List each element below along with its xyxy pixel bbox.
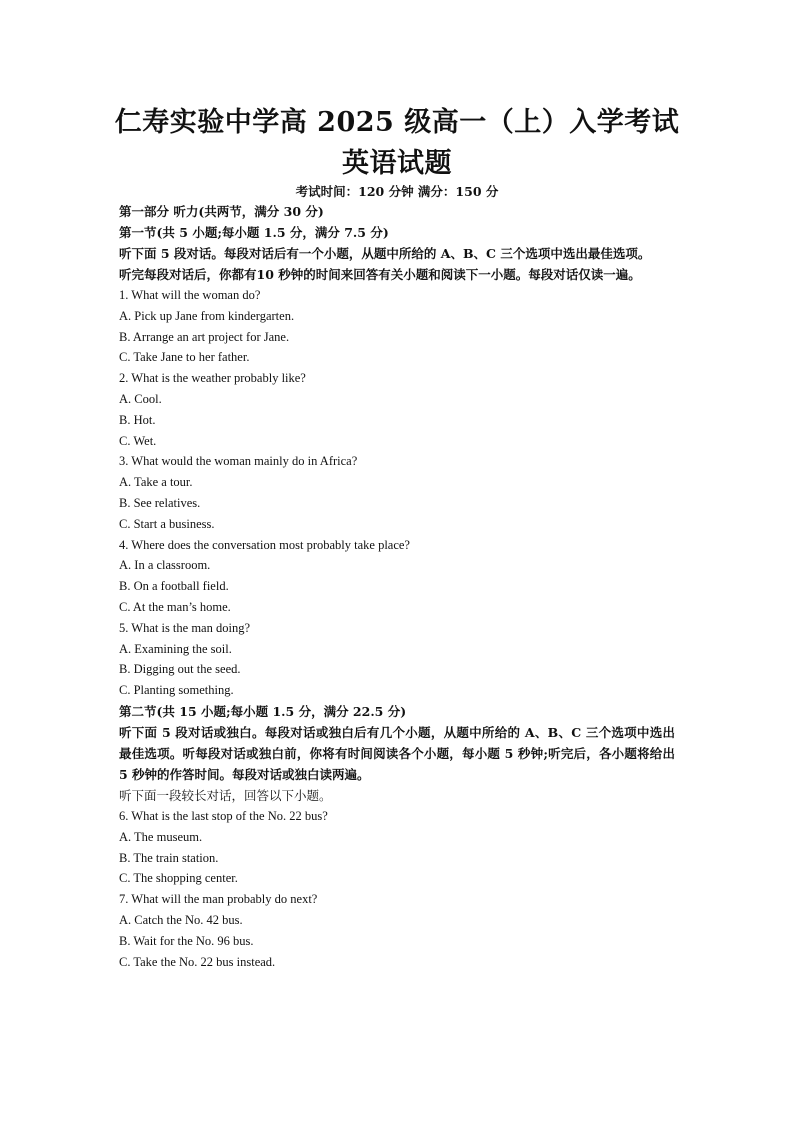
question-option: A. Catch the No. 42 bus. bbox=[119, 912, 243, 927]
question-option: C. At the man’s home. bbox=[119, 599, 231, 614]
question-stem: 3. What would the woman mainly do in Africa? bbox=[119, 454, 358, 469]
exam-time-and-score: 考试时间：120 分钟 满分：150 分 bbox=[295, 184, 499, 199]
question-option: C. Take the No. 22 bus instead. bbox=[119, 954, 276, 969]
question-stem: 4. Where does the conversation most probably take place? bbox=[119, 537, 410, 552]
question-option: A. Pick up Jane from kindergarten. bbox=[119, 308, 295, 323]
question-option: C. Start a business. bbox=[119, 516, 215, 531]
exam-subject-title: 英语试题 bbox=[342, 148, 452, 179]
question-option: C. Planting something. bbox=[119, 683, 234, 698]
question-option: A. The museum. bbox=[119, 829, 203, 844]
question-option: A. Take a tour. bbox=[119, 475, 193, 490]
question-option: C. Take Jane to her father. bbox=[119, 350, 250, 365]
question-stem: 6. What is the last stop of the No. 22 bus? bbox=[119, 808, 328, 823]
exam-content bbox=[119, 201, 679, 972]
question-option: B. Arrange an art project for Jane. bbox=[119, 329, 290, 344]
part1-heading: 第一部分 听力(共两节，满分 30 分) bbox=[119, 204, 324, 219]
question-option: B. The train station. bbox=[119, 850, 219, 865]
question-option: A. In a classroom. bbox=[119, 558, 211, 573]
question-option: B. See relatives. bbox=[119, 495, 201, 510]
section2-note: 听下面一段较长对话，回答以下小题。 bbox=[119, 787, 332, 803]
section2-heading: 第二节(共 15 小题;每小题 1.5 分，满分 22.5 分) bbox=[119, 703, 407, 719]
question-option: B. On a football field. bbox=[119, 579, 229, 594]
question-stem: 2. What is the weather probably like? bbox=[119, 371, 306, 386]
question-option: B. Digging out the seed. bbox=[119, 662, 241, 677]
question-option: A. Cool. bbox=[119, 391, 162, 406]
section1-heading: 第一节(共 5 小题;每小题 1.5 分，满分 7.5 分) bbox=[119, 225, 389, 240]
section1-instructions: 听下面 5 段对话。每段对话后有一个小题，从题中所给的 A、B、C 三个选项中选出最佳选项。 bbox=[119, 246, 651, 261]
section2-instructions: 听下面 5 段对话或独白。每段对话或独白后有几个小题，从题中所给的 A、B、C 三个选项中选出最佳选项。听每段对话或独白前，你将有时间阅读各个小题，每小题 5 秒钟;听完后，各小题将给出 5 秒钟的作答时间。每段对话或独白读两遍。 bbox=[119, 724, 675, 782]
question-option: C. The shopping center. bbox=[119, 871, 238, 886]
question-option: A. Examining the soil. bbox=[119, 641, 232, 656]
question-option: B. Wait for the No. 96 bus. bbox=[119, 933, 254, 948]
question-stem: 7. What will the man probably do next? bbox=[119, 892, 318, 907]
question-stem: 1. What will the woman do? bbox=[119, 288, 261, 302]
exam-title: 仁寿实验中学高 2025 级高一（上）入学考试 bbox=[114, 107, 680, 138]
question-stem: 5. What is the man doing? bbox=[119, 620, 250, 635]
section1-instructions-2: 听完每段对话后，你都有10 秒钟的时间来回答有关小题和阅读下一小题。每段对话仅读一遍。 bbox=[119, 267, 641, 282]
question-option: B. Hot. bbox=[119, 412, 156, 427]
question-option: C. Wet. bbox=[119, 433, 157, 448]
